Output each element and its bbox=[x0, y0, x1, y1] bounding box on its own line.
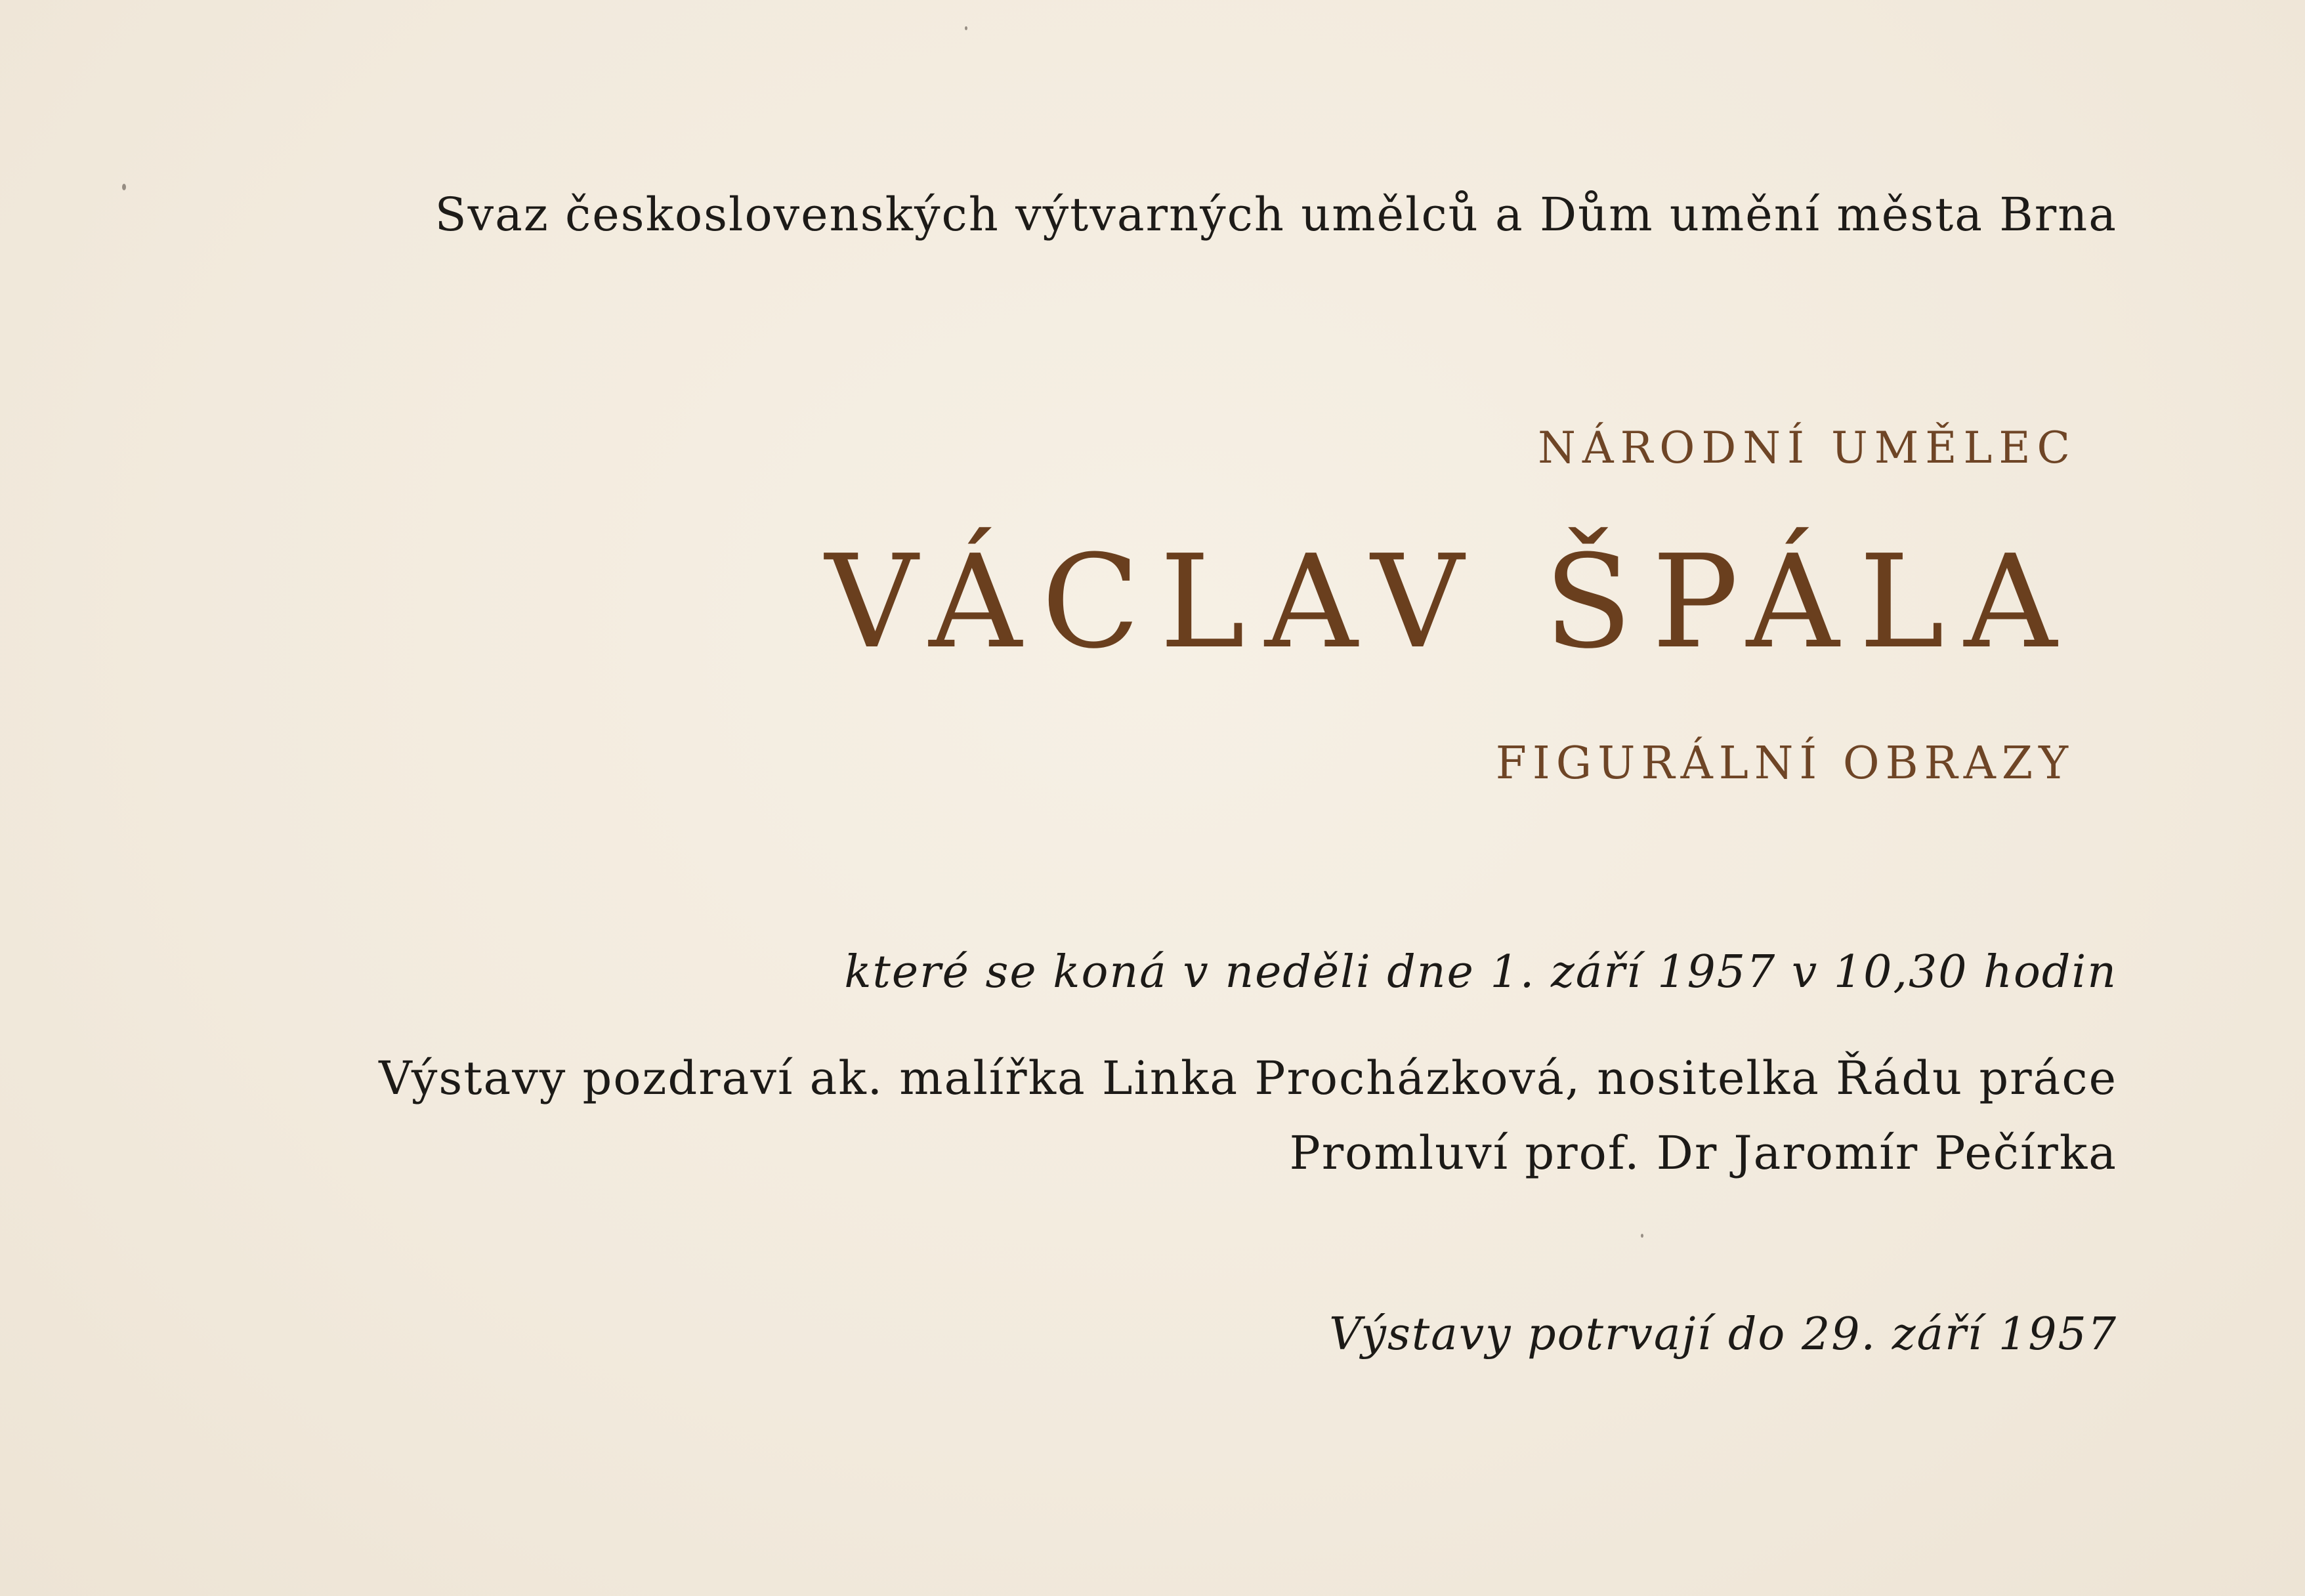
artist-name: VÁCLAV ŠPÁLA bbox=[825, 528, 2077, 677]
paper-speck bbox=[965, 26, 967, 30]
exhibition-title: FIGURÁLNÍ OBRAZY bbox=[1495, 738, 2074, 789]
greeting-line: Výstavy pozdraví ak. malířka Linka Procházková, nositelka Řádu práce bbox=[379, 1051, 2117, 1105]
paper-speck bbox=[1641, 1234, 1643, 1238]
duration-line: Výstavy potrvají do 29. září 1957 bbox=[1329, 1309, 2117, 1360]
opening-date-line: které se koná v neděli dne 1. září 1957 v 10,30 hodin bbox=[844, 946, 2117, 998]
honorific-title: NÁRODNÍ UMĚLEC bbox=[1538, 423, 2077, 473]
speaker-line: Promluví prof. Dr Jaromír Pečírka bbox=[1289, 1126, 2117, 1180]
paper-speck bbox=[122, 184, 126, 190]
organizers-line: Svaz československých výtvarných umělců a Dům umění města Brna bbox=[434, 188, 2117, 242]
